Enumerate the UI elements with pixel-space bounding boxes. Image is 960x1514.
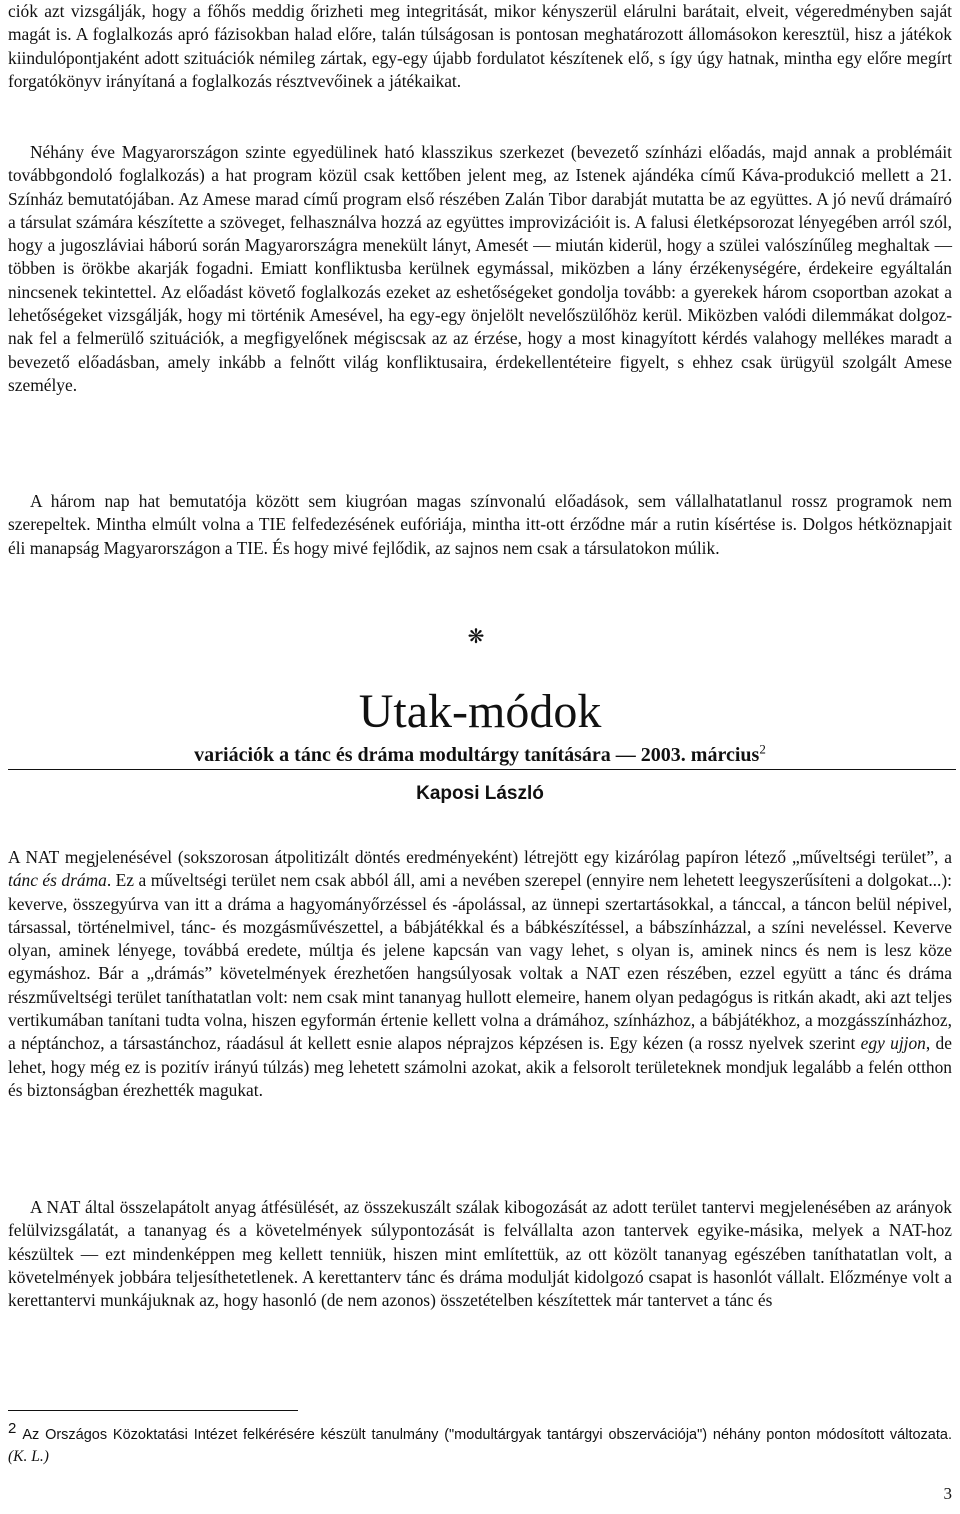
italic-term: egy ujjon <box>860 1033 926 1054</box>
paragraph-classic-structure: Néhány éve Magyarországon szinte egyedülinek ható klasszikus szerkezet (bevezető színházi előadás, majd annak a problémáit továbbgondoló foglalkozás) a hat program közül csak kettőben jelent meg, az Istenek ajándéka című Káva-produkció mellett a 21. Színház bemutatójában. Az Amese marad című program első részében Zalán Tibor darabját mutatta be az együttes. A jó nevű drámaíró a társulat számára készítette a szöveget, felhasználva hozzá az együttes improvizációit is. A falusi életképsorozat lényegében arról szól, hogy a jugoszláviai háború során Magyarországra menekült lányt, Amesét — miután kiderül, hogy a szülei valószínűleg meghaltak — többen is örökbe akarják fogadni. Emiatt konfliktusba kerülnek egymással, miközben a lány érzékenységére, érdekeire egyáltalán nincsenek tekintettel. Az előadást követő foglalkozás ezeket az eshetőségeket gondolja tovább: a gyerekek három csoportban azokat a lehetőségeket vizsgálják, hogy mi történik Amesével, ha egy-egy önjelölt nevelőszülőhöz kerül. Miközben valódi dilemmákat dolgoznak fel a felmerülő szituációk, a megfigyelőnek mégiscsak az az érzése, hogy a most kinagyított kérdés valahogy mellékes maradt a bevezető előadásban, amely inkább a felnőtt világ konfliktusaira, érdekellentéteire figyelt, s ehhez csak ürügyül szolgált Amese személye. <box>8 142 952 395</box>
article-author: Kaposi László <box>416 783 544 804</box>
paragraph-text: , de lehet, hogy még ez is pozitív irányú túlzás) meg lehetett számolni azokat, akik a felsorolt területeknek mondjuk legalább a felén otthon és biztonságban érezhették magukat. <box>8 1033 952 1100</box>
footnote-ref: 2 <box>759 741 766 757</box>
italic-term: tánc és dráma <box>8 870 107 891</box>
section-separator-icon: ❋ <box>467 624 485 648</box>
paragraph-three-days: A három nap hat bemutatója között sem kiugróan magas színvonalú előadások, sem vállalhatatlanul rossz programok nem szerepeltek. Mintha elmúlt volna a TIE felfedezésének eufóriája, mintha itt-ott érződne már a rutin kísértése is. Dolgos hétköznapjait éli manapság Magyarországon a TIE. És hogy mivé fejlődik, az sajnos nem csak a társulatokon múlik. <box>8 491 952 558</box>
paragraph-continuation: ciók azt vizsgálják, hogy a főhős meddig őrizheti meg integritását, mikor kényszerül elárulni barátait, elveit, végeredményben saját magát is. A foglalkozás apró fázisokban halad előre, talán túlságosan is pontosan meghatározott állomásokon keresztül, hisz a játékok kiindulópontjaként adott szituációk némileg zártak, egy-egy újabb fordulatot készítenek elő, s így úgy hatnak, mintha egy előre megírt forgatókönyv irányítaná a foglalkozás résztvevőinek a játékaikat. <box>8 1 952 91</box>
footnote-mark: 2 <box>8 1419 17 1437</box>
article-subtitle <box>0 742 960 768</box>
article-title: Utak-módok <box>358 685 602 738</box>
paragraph-text: . Ez a műveltségi terület nem csak abból áll, ami a nevében szerepel (ennyire nem lehetett leegyszerűsíteni a dolgokat...): keverve, összegyúrva van itt a dráma a hagyományőrzéssel és -ápolással, az ünnepi szertartásokkal, a tánccal, a táncon belül népivel, társassal, történelmivel, tánc- és mozgásművészettel, a bábjátékkal és a bábkészítéssel, a bábszínházzal, a színi neveléssel. Keverve olyan, aminek lényege, továbbá eredete, múltja és jelene kapcsán van vagy lehet, s olyan is, aminek nincs és nem is lesz köze egymáshoz. Bár a „drámás” követelmények érezhetően hangsúlyosak voltak a NAT ezen részében, ezzel együtt a tánc és dráma részműveltségi terület taníthatatlan volt: nem csak mint tananyag hullott elemeire, hanem olyan pedagógus is ritkán akadt, aki azt teljes vertikumában tanítani tudta volna, hiszen egyformán értenie kellett volna a drámához, színházhoz, a bábjátékhoz, a mozgásszínházhoz, a néptánchoz, a társastánchoz, ráadásul át kellett esnie alapos néprajzos képzésen is. Egy kézen (a rossz nyelvek szerint <box>8 870 952 1054</box>
footnote-text: Az Országos Közoktatási Intézet felkérésére készült tanulmány ("modultárgyak tantárgyi obszervációja") néhány ponton módosított változata. <box>22 1427 952 1443</box>
page-number: 3 <box>943 1484 952 1503</box>
paragraph-nat-intro <box>8 846 952 1102</box>
paragraph-nat-review: A NAT által összelapátolt anyag átfésülését, az összekuszált szálak kibogozását az adott terület tantervi megjelenésében az arányok felülvizsgálatát, a tananyag és a követelmények súlypontozását is felvállalta azon tantervek egyike-másika, melyek a NAT-hoz készültek — ezt mindenképpen meg kellett tenniük, hiszen mint említettük, az ott közölt tananyag egészében taníthatatlan volt, a követelmények jobbára teljesíthetetlenek. A kerettanterv tánc és dráma modulját kidolgozó csapat is hasonlót vállalt. Előzménye volt a kerettantervi munkájuknak az, hogy hasonló (de nem azonos) összetételben készítettek már tantervet a tánc és <box>8 1197 952 1311</box>
article-subtitle-text: variációk a tánc és dráma modultárgy tanítására — 2003. március <box>194 744 760 766</box>
footnote <box>8 1419 952 1467</box>
paragraph-text: A NAT megjelenésével (sokszorosan átpolitizált döntés eredményeként) létrejött egy kizárólag papíron létező „műveltségi terület”, a <box>8 847 952 867</box>
footnote-signature: (K. L.) <box>8 1448 49 1465</box>
footnote-rule <box>8 1410 298 1411</box>
title-rule <box>8 769 956 770</box>
